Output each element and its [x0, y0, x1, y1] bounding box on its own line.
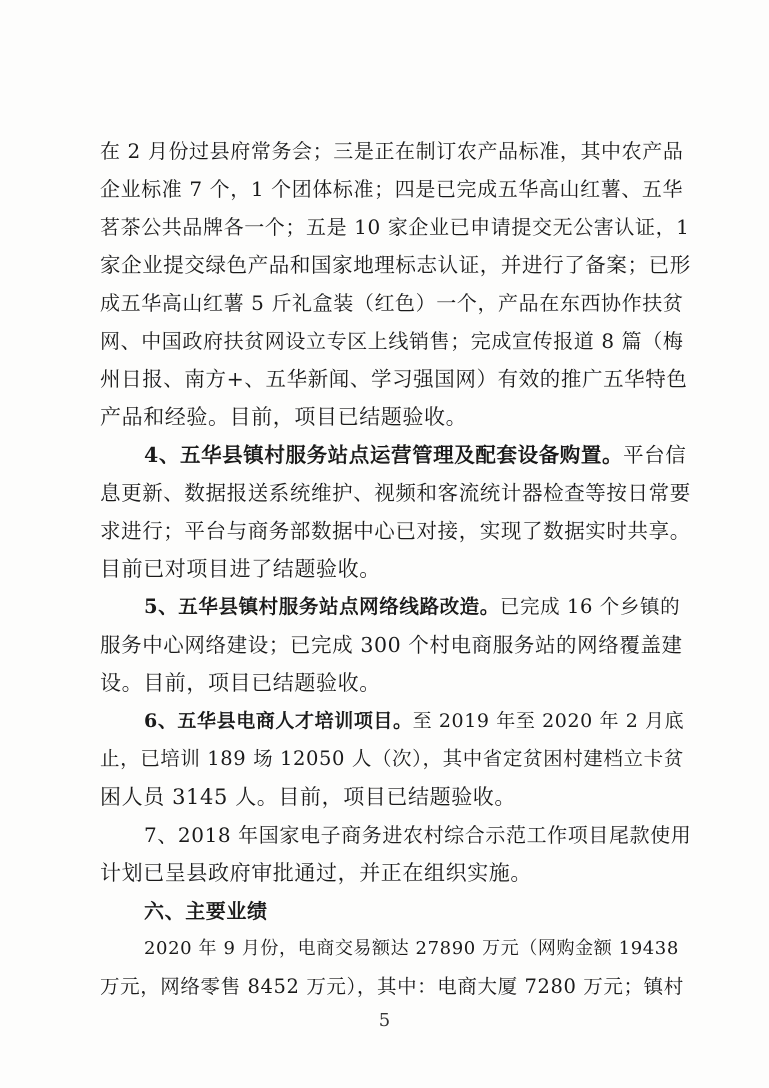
item-heading: 5、五华县镇村服务站点网络线路改造。 [144, 595, 500, 618]
text-line: 家企业提交绿色产品和国家地理标志认证，并进行了备案；已形 [100, 253, 691, 277]
text-span: 平台信 [623, 443, 687, 467]
text-span: 已完成 16 个乡镇的 [499, 595, 681, 618]
text-line: 在 2 月份过县府常务会；三是正在制订农产品标准，其中农产品 [100, 139, 684, 163]
text-line: 求进行；平台与商务部数据中心已对接，实现了数据实时共享。 [100, 519, 691, 543]
text-line: 网、中国政府扶贫网设立专区上线销售；完成宣传报道 8 篇（梅 [100, 329, 684, 353]
text-line: 茗茶公共品牌各一个；五是 10 家企业已申请提交无公害认证，1 [100, 215, 690, 239]
text-line: 计划已呈县政府审批通过，并正在组织实施。 [100, 861, 532, 885]
paragraph-item-5 [100, 588, 692, 702]
paragraph-performance [100, 930, 692, 1006]
text-line: 成五华高山红薯 5 斤礼盒装（红色）一个，产品在东西协作扶贫 [100, 291, 684, 315]
text-line [100, 588, 692, 626]
text-line: 困人员 3145 人。目前，项目已结题验收。 [100, 785, 516, 809]
text-line: 企业标准 7 个，1 个团体标准；四是已完成五华高山红薯、五华 [100, 177, 684, 201]
text-line [100, 436, 692, 474]
text-line: 服务中心网络建设；已完成 300 个村电商服务站的网络覆盖建 [100, 633, 683, 657]
text-line: 万元，网络零售 8452 万元），其中：电商大厦 7280 万元；镇村 [100, 975, 684, 998]
text-span: 至 2019 年至 2020 年 2 月底 [412, 710, 685, 732]
text-line: 目前已对项目进了结题验收。 [100, 557, 381, 581]
text-line: 设。目前，项目已结题验收。 [100, 671, 381, 695]
page-number: 5 [378, 1010, 391, 1031]
text-line: 7、2018 年国家电子商务进农村综合示范工作项目尾款使用 [144, 823, 692, 847]
text-line: 止，已培训 189 场 12050 人（次），其中省定贫困村建档立卡贫 [100, 747, 684, 770]
text-line: 产品和经验。目前，项目已结题验收。 [100, 405, 468, 429]
text-line [100, 702, 692, 740]
text-line: 州日报、南方+、五华新闻、学习强国网）有效的推广五华特色 [100, 367, 688, 391]
paragraph-item-6 [100, 702, 692, 816]
paragraph-continuation [100, 132, 692, 436]
document-body [100, 132, 692, 1006]
text-line: 2020 年 9 月份，电商交易额达 27890 万元（网购金额 19438 [144, 938, 679, 959]
section-heading: 六、主要业绩 [144, 899, 268, 923]
item-heading: 6、五华县电商人才培训项目。 [144, 710, 413, 732]
text-line: 息更新、数据报送系统维护、视频和客流统计器检查等按日常要 [100, 481, 691, 505]
paragraph-item-7 [100, 816, 692, 892]
paragraph-item-4 [100, 436, 692, 588]
item-heading: 4、五华县镇村服务站点运营管理及配套设备购置。 [144, 443, 624, 467]
